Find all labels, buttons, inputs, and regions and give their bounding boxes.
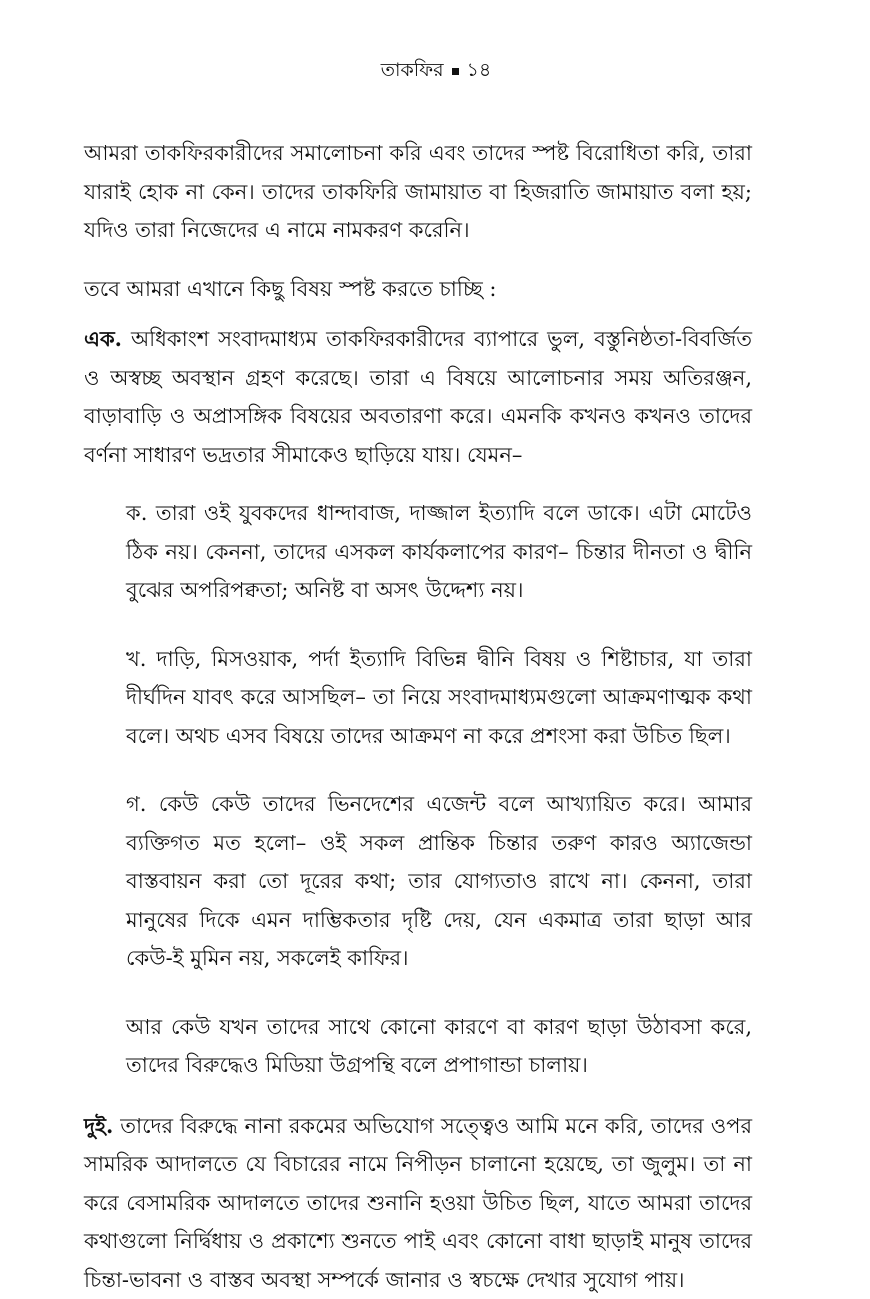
sub-point-extra: আর কেউ যখন তাদের সাথে কোনো কারণে বা কারণ ছাড়া উঠাবসা করে, তাদের বিরুদ্ধেও মিডিয়া উগ্রপন্থি বলে প্রপাগান্ডা চালায়।: [126, 1008, 752, 1085]
paragraph-clarify: তবে আমরা এখানে কিছু বিষয় স্পষ্ট করতে চাচ্ছি :: [84, 270, 752, 309]
point-one-text: অধিকাংশ সংবাদমাধ্যম তাকফিরকারীদের ব্যাপারে ভুল, বস্তুনিষ্ঠতা-বিবর্জিত ও অস্বচ্ছ অবস্থান গ্রহণ করেছে। তারা এ বিষয়ে আলোচনার সময় অতিরঞ্জন, বাড়াবাড়ি ও অপ্রাসঙ্গিক বিষয়ের অবতারণা করে। এমনকি কখনও কখনও তাদের বর্ণনা সাধারণ ভদ্রতার সীমাকেও ছাড়িয়ে যায়। যেমন–: [84, 327, 752, 467]
point-two-lead: দুই.: [84, 1113, 113, 1138]
header-separator: [452, 68, 459, 75]
paragraph-intro: আমরা তাকফিরকারীদের সমালোচনা করি এবং তাদের স্পষ্ট বিরোধিতা করি, তারা যারাই হোক না কেন। তাদের তাকফিরি জামায়াত বা হিজরাতি জামায়াত বলা হয়; যদিও তারা নিজেদের এ নামে নামকরণ করেনি।: [84, 134, 752, 250]
page-number: ১৪: [467, 59, 492, 81]
sub-point-ga: গ. কেউ কেউ তাদের ভিনদেশের এজেন্ট বলে আখ্যায়িত করে। আমার ব্যক্তিগত মত হলো– ওই সকল প্রান্তিক চিন্তার তরুণ কারও অ্যাজেন্ডা বাস্তবায়ন করা তো দূরের কথা; তার যোগ্যতাও রাখে না। কেননা, তারা মানুষের দিকে এমন দাম্ভিকতার দৃষ্টি দেয়, যেন একমাত্র তারা ছাড়া আর কেউ-ই মুমিন নয়, সকলেই কাফির।: [126, 785, 752, 978]
point-two-text: তাদের বিরুদ্ধে নানা রকমের অভিযোগ সত্ত্বেও আমি মনে করি, তাদের ওপর সামরিক আদালতে যে বিচারের নামে নিপীড়ন চালানো হয়েছে, তা জুলুম। তা না করে বেসামরিক আদালতে তাদের শুনানি হওয়া উচিত ছিল, যাতে আমরা তাদের কথাগুলো নির্দ্বিধায় ও প্রকাশ্যে শুনতে পাই এবং কোনো বাধা ছাড়াই মানুষ তাদের চিন্তা-ভাবনা ও বাস্তব অবস্থা সম্পর্কে জানার ও স্বচক্ষে দেখার সুযোগ পায়।: [84, 1114, 752, 1292]
point-two: [84, 1107, 752, 1299]
running-header: [120, 56, 752, 84]
point-one-lead: এক.: [84, 326, 122, 351]
sub-point-kha: খ. দাড়ি, মিসওয়াক, পর্দা ইত্যাদি বিভিন্ন দ্বীনি বিষয় ও শিষ্টাচার, যা তারা দীর্ঘদিন যাবৎ করে আসছিল– তা নিয়ে সংবাদমাধ্যমগুলো আক্রমণাত্মক কথা বলে। অথচ এসব বিষয়ে তাদের আক্রমণ না করে প্রশংসা করা উচিত ছিল।: [126, 640, 752, 756]
point-one: [84, 320, 752, 474]
header-title: তাকফির: [381, 59, 444, 81]
sub-point-ka: ক. তারা ওই যুবকদের ধান্দাবাজ, দাজ্জাল ইত্যাদি বলে ডাকে। এটা মোটেও ঠিক নয়। কেননা, তাদের এসকল কার্যকলাপের কারণ– চিন্তার দীনতা ও দ্বীনি বুঝের অপরিপক্বতা; অনিষ্ট বা অসৎ উদ্দেশ্য নয়।: [126, 494, 752, 610]
